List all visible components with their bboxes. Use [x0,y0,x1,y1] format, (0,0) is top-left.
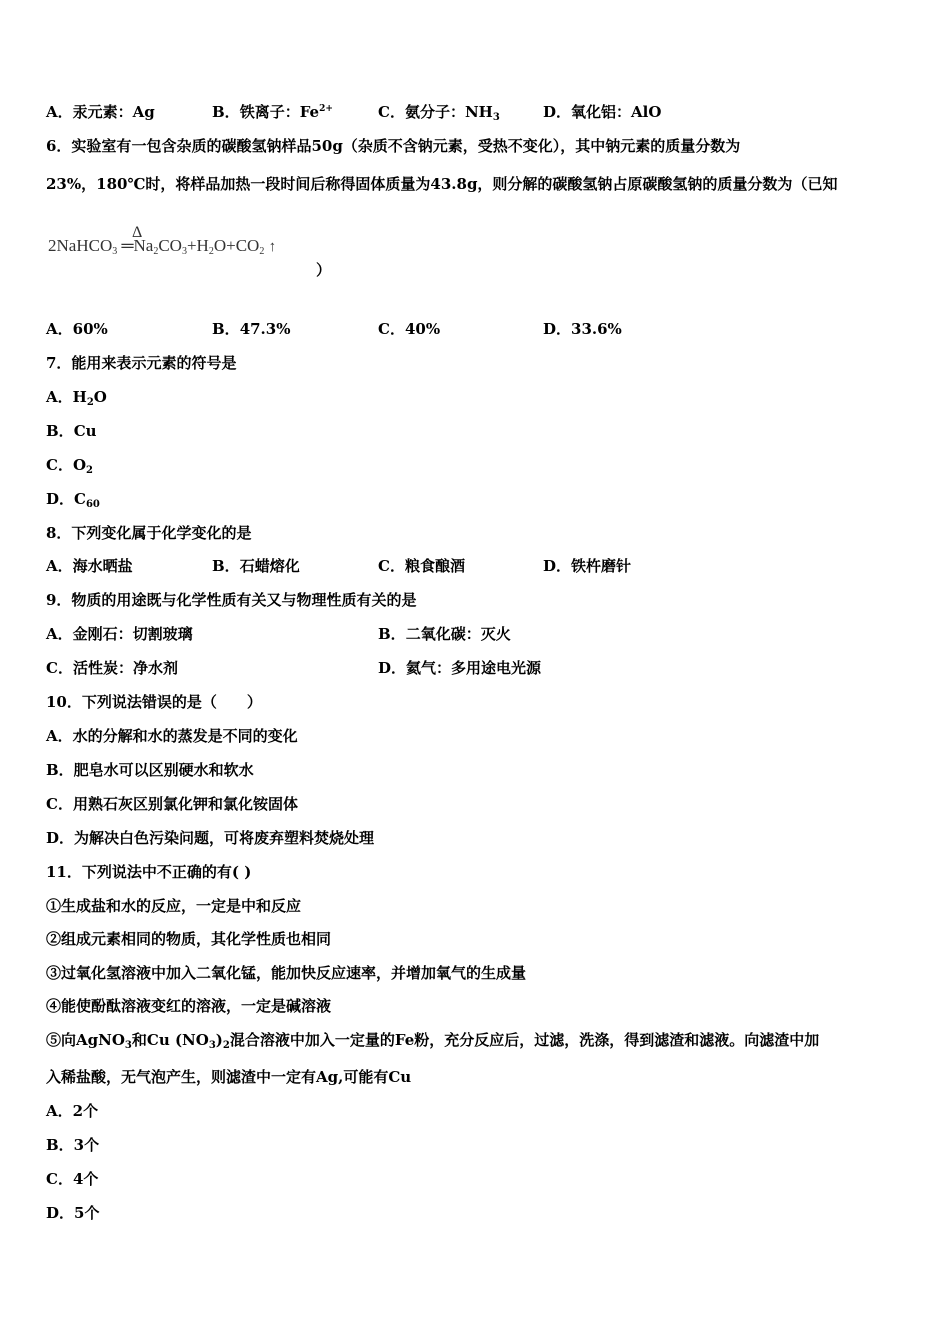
q8-option-d: D．铁杵磨针 [543,557,632,575]
q8-stem: 8．下列变化属于化学变化的是 [46,524,252,542]
q9-option-d: D．氦气：多用途电光源 [378,659,542,677]
q10-option-a: A．水的分解和水的蒸发是不同的变化 [46,727,298,745]
q11-statement-3: ③过氧化氢溶液中加入二氧化锰，能加快反应速率，并增加氧气的生成量 [46,964,527,982]
q6-option-b: B．47.3% [212,320,291,338]
equals-sign: ═ [121,236,134,255]
q11-statement-4: ④能使酚酞溶液变红的溶液，一定是碱溶液 [46,997,332,1015]
q6-equation-close: ） [316,261,332,279]
q9-option-b: B．二氧化碳：灭火 [378,625,511,643]
q9-option-a: A．金刚石：切割玻璃 [46,625,193,643]
q5-option-d: D．氧化铝：AlO [543,103,662,121]
q11-statement-2: ②组成元素相同的物质，其化学性质也相同 [46,930,332,948]
q10-stem: 10．下列说法错误的是（ ） [46,693,262,711]
q7-stem: 7．能用来表示元素的符号是 [46,354,237,372]
q6-option-a: A．60% [46,320,108,338]
q11-option-b: B．3个 [46,1136,100,1154]
q10-option-b: B．肥皂水可以区别硬水和软水 [46,761,254,779]
q7-option-a: A．$H_2O$ [46,388,107,408]
q8-option-c: C．粮食酿酒 [378,557,465,575]
q11-statement-1: ①生成盐和水的反应，一定是中和反应 [46,897,302,915]
q5-option-a: A．汞元素：Ag [46,103,155,121]
q5-option-b: B．铁离子：$Fe^{2+}$ [212,103,333,121]
q7-option-d: D．$C_{60}$ [46,490,100,510]
q11-statement-5-line2: 入稀盐酸，无气泡产生，则滤渣中一定有Ag,可能有Cu [46,1068,412,1086]
q5-option-c: C．氨分子：$NH_3$ [378,103,500,123]
q11-option-a: A．2个 [46,1102,99,1120]
q6-option-c: C．40% [378,320,441,338]
q10-option-d: D．为解决白色污染问题，可将废弃塑料焚烧处理 [46,829,375,847]
gas-arrow-icon: ↑ [268,239,277,255]
q7-option-c: C．$O_2$ [46,456,93,476]
q8-option-a: A．海水晒盐 [46,557,133,575]
q11-option-d: D．5个 [46,1204,100,1222]
q6-stem-line2: 23%，180℃时，将样品加热一段时间后称得固体质量为43.8g，则分解的碳酸氢钠占原碳酸氢钠的质量分数为（已知 [46,175,838,193]
q8-option-b: B．石蜡熔化 [212,557,300,575]
q7-option-b: B．Cu [46,422,97,440]
q6-stem-line1: 6．实验室有一包含杂质的碳酸氢钠样品50g（杂质不含钠元素，受热不变化），其中钠元素的质量分数为 [46,137,741,155]
q6-option-d: D．33.6% [543,320,622,338]
delta-symbol: Δ [132,224,143,241]
q11-stem: 11．下列说法中不正确的有( ) [46,863,252,881]
q11-statement-5: ⑤向AgNO$_3$和Cu $(NO_3)_2$混合溶液中加入一定量的Fe粉，充分反应后，过滤，洗涤，得到滤渣和滤液。向滤渣中加 [46,1031,820,1051]
q9-option-c: C．活性炭：净水剂 [46,659,178,677]
q11-option-c: C．4个 [46,1170,99,1188]
q6-equation: 2NaHCO$_3$ Δ $═Na_2CO_3+H_2O+CO_2$ ↑ [48,224,277,257]
q9-stem: 9．物质的用途既与化学性质有关又与物理性质有关的是 [46,591,417,609]
q10-option-c: C．用熟石灰区别氯化钾和氯化铵固体 [46,795,298,813]
